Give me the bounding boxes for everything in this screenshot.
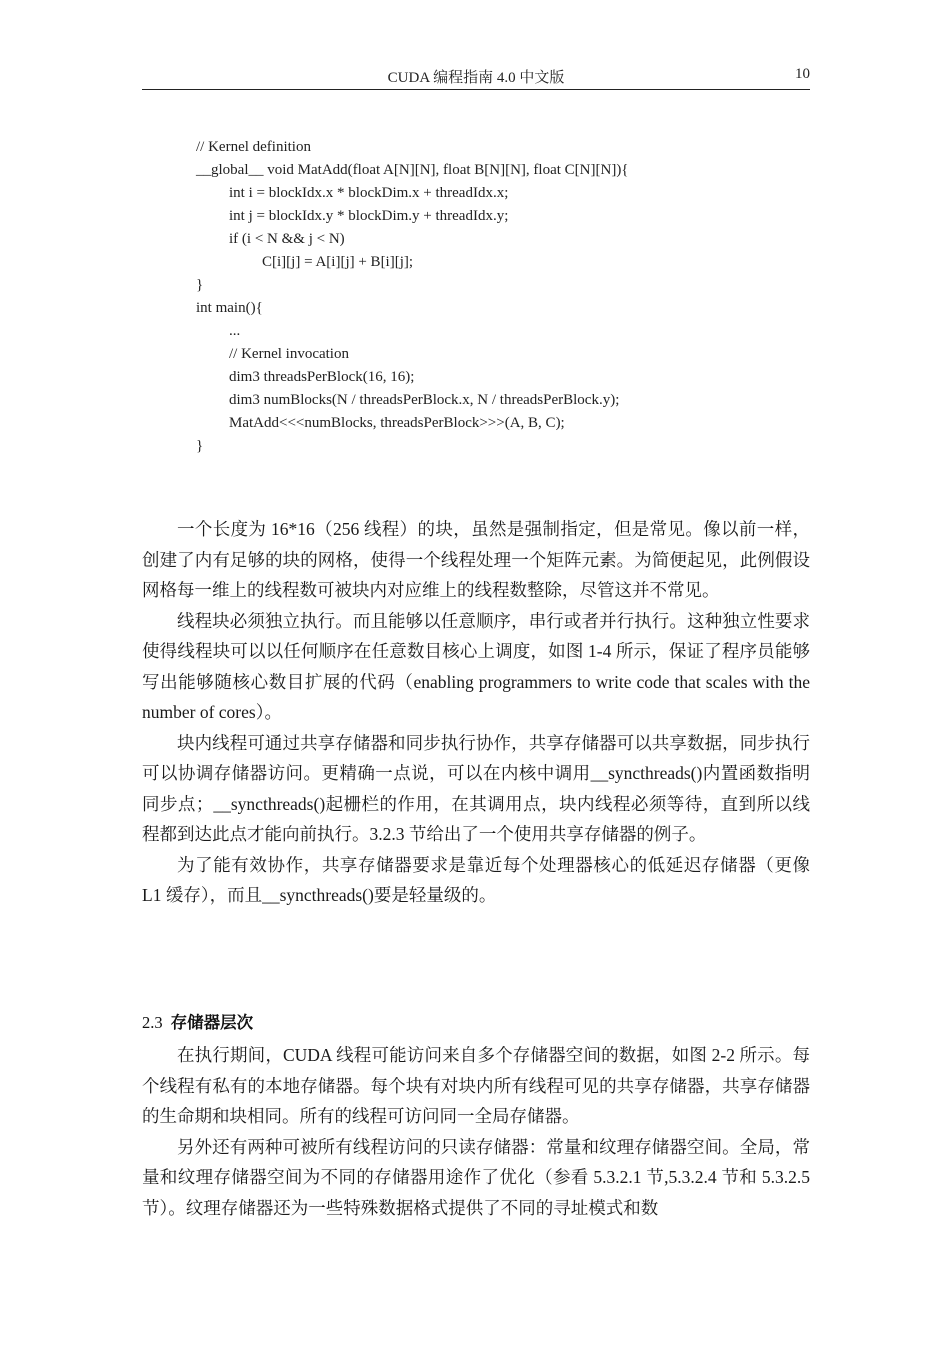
code-line: dim3 numBlocks(N / threadsPerBlock.x, N / threadsPerBlock.y); xyxy=(229,392,620,408)
section-body xyxy=(142,1040,810,1223)
code-line: } xyxy=(196,438,204,454)
code-line: } xyxy=(196,277,204,293)
body-text xyxy=(142,514,810,911)
code-line: dim3 threadsPerBlock(16, 16); xyxy=(229,369,415,385)
paragraph: 在执行期间，CUDA 线程可能访问来自多个存储器空间的数据，如图 2-2 所示。每个线程有私有的本地存储器。每个块有对块内所有线程可见的共享存储器，共享存储器的生命期和块相同。所有的线程可访问同一全局存储器。 xyxy=(142,1045,810,1126)
page-number: 10 xyxy=(795,66,810,82)
paragraph: 另外还有两种可被所有线程访问的只读存储器：常量和纹理存储器空间。全局，常量和纹理存储器空间为不同的存储器用途作了优化（参看 5.3.2.1 节,5.3.2.4 节和 5.3.2.5 节）。纹理存储器还为一些特殊数据格式提供了不同的寻址模式和数 xyxy=(142,1136,810,1218)
header-rule xyxy=(142,89,810,90)
code-line: __global__ void MatAdd(float A[N][N], float B[N][N], float C[N][N]){ xyxy=(196,162,629,178)
code-line: // Kernel invocation xyxy=(229,346,349,362)
section-title: 存储器层次 xyxy=(170,1013,254,1032)
code-line: int j = blockIdx.y * blockDim.y + threadIdx.y; xyxy=(229,208,509,224)
code-line: int i = blockIdx.x * blockDim.x + threadIdx.x; xyxy=(229,185,509,201)
section-number: 2.3 xyxy=(142,1013,163,1032)
code-line: int main(){ xyxy=(196,300,263,316)
code-line: // Kernel definition xyxy=(196,139,311,155)
paragraph: 块内线程可通过共享存储器和同步执行协作，共享存储器可以共享数据，同步执行可以协调存储器访问。更精确一点说，可以在内核中调用__syncthreads()内置函数指明同步点；__syncthreads()起栅栏的作用，在其调用点，块内线程必须等待，直到所以线程都到达此点才能向前执行。3.2.3 节给出了一个使用共享存储器的例子。 xyxy=(142,732,810,844)
paragraph: 一个长度为 16*16（256 线程）的块，虽然是强制指定，但是常见。像以前一样，创建了内有足够的块的网格，使得一个线程处理一个矩阵元素。为简便起见，此例假设网格每一维上的线程数可被块内对应维上的线程数整除，尽管这并不常见。 xyxy=(142,519,810,600)
section-heading xyxy=(142,1009,253,1033)
code-line: C[i][j] = A[i][j] + B[i][j]; xyxy=(262,254,414,270)
paragraph: 为了能有效协作，共享存储器要求是靠近每个处理器核心的低延迟存储器（更像 L1 缓存），而且__syncthreads()要是轻量级的。 xyxy=(142,854,810,905)
code-line: ... xyxy=(229,323,241,339)
paragraph: 线程块必须独立执行。而且能够以任意顺序，串行或者并行执行。这种独立性要求使得线程块可以以任何顺序在任意数目核心上调度，如图 1-4 所示，保证了程序员能够写出能够随核心数目扩展的代码（enabling programmers to write code that scales with the number of cores）。 xyxy=(142,610,810,722)
header-title: CUDA 编程指南 4.0 中文版 xyxy=(387,70,565,86)
code-line: MatAdd<<<numBlocks, threadsPerBlock>>>(A, B, C); xyxy=(229,415,565,431)
code-line: if (i < N && j < N) xyxy=(229,231,345,247)
